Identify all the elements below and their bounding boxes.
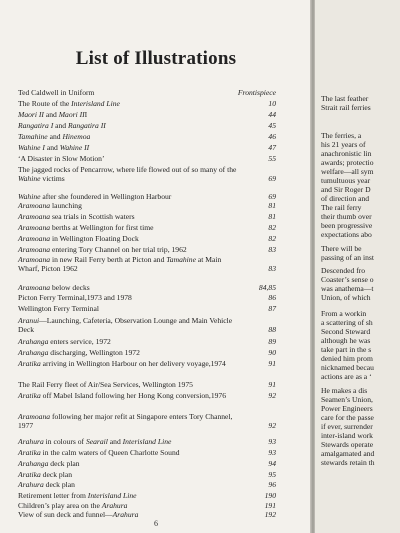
- illustration-caption: Aratika in the calm waters of Queen Charlotte Sound: [18, 448, 180, 457]
- facing-text-line: Second Steward: [321, 327, 371, 336]
- illustration-page: 10: [268, 99, 276, 108]
- list-item: [18, 337, 276, 346]
- illustration-caption: Wahine after she foundered in Wellington Harbour: [18, 192, 172, 201]
- illustration-caption: The jagged rocks of Pencarrow, where life flowed out of so many of the Wahine victims: [18, 165, 237, 183]
- illustration-caption: Arahanga discharging, Wellington 1972: [18, 348, 140, 357]
- illustration-page: 82: [268, 234, 276, 243]
- illustration-page: 96: [268, 480, 276, 489]
- facing-text-line: There will be: [321, 244, 362, 253]
- facing-text-line: their thumb over: [321, 212, 372, 221]
- facing-text-line: stewards retain th: [321, 458, 375, 467]
- list-item: [18, 359, 276, 368]
- facing-text-line: Stewards operate: [321, 440, 374, 449]
- illustration-caption: View of sun deck and funnel—Arahura: [18, 510, 139, 519]
- list-item: [18, 201, 276, 210]
- illustration-page: 86: [268, 293, 276, 302]
- illustration-caption: Aramoana sea trials in Scottish waters: [18, 212, 135, 221]
- illustration-page: 81: [268, 212, 276, 221]
- facing-text-line: take part in the s: [321, 345, 372, 354]
- list-item: [18, 99, 276, 108]
- illustration-caption: Aratika deck plan: [18, 470, 72, 479]
- facing-text-line: Descended fro: [321, 266, 366, 275]
- list-item: [18, 437, 276, 446]
- facing-text-line: Strait rail ferries: [321, 103, 371, 112]
- list-item: [18, 283, 276, 292]
- illustration-page: Frontispiece: [237, 88, 276, 97]
- list-item: [18, 501, 276, 510]
- illustration-page: 89: [268, 337, 276, 346]
- list-item: [18, 132, 276, 141]
- illustration-page: 81: [268, 201, 276, 210]
- illustration-caption: The Route of the Interisland Line: [18, 99, 120, 108]
- facing-text-line: Power Engineers: [321, 404, 373, 413]
- illustration-page: 94: [268, 459, 276, 468]
- facing-text-line: denied him prom: [321, 354, 373, 363]
- list-item: [18, 88, 276, 97]
- illustration-page: 47: [268, 143, 276, 152]
- facing-text-line: welfare—all sym: [321, 167, 374, 176]
- illustration-caption: Wellington Ferry Terminal: [18, 304, 99, 313]
- facing-text-line: amalgamated and: [321, 449, 375, 458]
- facing-text-line: been progressive: [321, 221, 373, 230]
- illustration-caption: The Rail Ferry fleet of Air/Sea Services, Wellington 1975: [18, 380, 193, 389]
- illustration-caption: Aranui—Launching, Cafeteria, Observation Lounge and Main Vehicle Deck: [18, 316, 233, 334]
- illustration-caption: Aramoana following her major refit at Singapore enters Tory Channel, 1977: [18, 412, 233, 430]
- list-item: [18, 459, 276, 468]
- page-number: 6: [154, 519, 158, 528]
- list-item: [18, 165, 276, 183]
- list-item: [18, 212, 276, 221]
- illustration-page: 91: [268, 359, 276, 368]
- facing-text-line: care for the passe: [321, 413, 374, 422]
- illustration-caption: Aramoana launching: [18, 201, 82, 210]
- list-item: [18, 304, 276, 313]
- facing-page: [315, 0, 400, 533]
- illustration-page: 69: [268, 174, 276, 183]
- illustration-page: 190: [264, 491, 276, 500]
- list-item: [18, 255, 276, 273]
- list-item: [18, 223, 276, 232]
- illustration-page: 92: [268, 391, 276, 400]
- list-item: [18, 293, 276, 302]
- list-item: [18, 380, 276, 389]
- list-item: [18, 470, 276, 479]
- facing-text-line: a scattering of sh: [321, 318, 373, 327]
- list-item: [18, 110, 276, 119]
- illustration-caption: Aramoana berths at Wellington for first time: [18, 223, 154, 232]
- illustration-page: 88: [268, 325, 276, 334]
- illustration-caption: Aramoana below decks: [18, 283, 90, 292]
- facing-text-line: awards; protectio: [321, 158, 374, 167]
- illustration-caption: Ted Caldwell in Uniform: [18, 88, 95, 97]
- facing-text-line: of direction and: [321, 194, 370, 203]
- illustration-caption: ‘A Disaster in Slow Motion’: [18, 154, 105, 163]
- facing-text-line: Union, of which: [321, 293, 371, 302]
- illustration-caption: Aratika off Mabel Island following her Hong Kong conversion,1976: [18, 391, 227, 400]
- list-item: [18, 480, 276, 489]
- illustration-page: 93: [268, 448, 276, 457]
- list-item: [18, 192, 276, 201]
- facing-text-line: passing of an inst: [321, 253, 374, 262]
- illustration-caption: Arahura in colours of Searail and Interisland Line: [18, 437, 172, 446]
- facing-text-line: expectations abo: [321, 230, 372, 239]
- facing-text-line: was anathema—t: [321, 284, 374, 293]
- illustration-page: 69: [268, 192, 276, 201]
- illustration-page: 93: [268, 437, 276, 446]
- facing-text-line: inter-island work: [321, 431, 373, 440]
- illustration-page: 90: [268, 348, 276, 357]
- facing-text-line: tumultuous year: [321, 176, 371, 185]
- illustration-caption: Wahine I and Wahine II: [18, 143, 90, 152]
- illustration-page: 44: [268, 110, 276, 119]
- list-item: [18, 510, 276, 519]
- illustration-caption: Aramoana in Wellington Floating Dock: [18, 234, 139, 243]
- illustration-page: 82: [268, 223, 276, 232]
- illustration-page: 46: [268, 132, 276, 141]
- illustration-page: 91: [268, 380, 276, 389]
- list-item: [18, 143, 276, 152]
- facing-text-line: From a workin: [321, 309, 367, 318]
- illustration-caption: Children’s play area on the Arahura: [18, 501, 128, 510]
- illustration-caption: Aratika arriving in Wellington Harbour on her delivery voyage,1974: [18, 359, 226, 368]
- illustration-caption: Rangatira I and Rangatira II: [18, 121, 106, 130]
- facing-text-line: The last feather: [321, 94, 369, 103]
- illustration-page: 191: [264, 501, 276, 510]
- facing-text-line: The rail ferry: [321, 203, 362, 212]
- facing-text-line: Seamen’s Union,: [321, 395, 373, 404]
- illustration-page: 83: [268, 264, 276, 273]
- facing-text-line: The ferries, a: [321, 131, 362, 140]
- illustration-page: 95: [268, 470, 276, 479]
- list-item: [18, 412, 276, 430]
- illustration-page: 55: [268, 154, 276, 163]
- facing-text-line: He makes a dis: [321, 386, 368, 395]
- illustration-page: 87: [268, 304, 276, 313]
- illustration-caption: Arahanga enters service, 1972: [18, 337, 111, 346]
- list-item: [18, 348, 276, 357]
- illustration-page: 192: [264, 510, 276, 519]
- illustration-caption: Aramoana in new Rail Ferry berth at Picton and Tamahine at Main Wharf, Picton 1962: [18, 255, 222, 273]
- illustration-caption: Aramoana entering Tory Channel on her trial trip, 1962: [18, 245, 187, 254]
- illustration-caption: Maori II and Maori III: [18, 110, 88, 119]
- facing-text-line: anachronistic lin: [321, 149, 372, 158]
- facing-text-line: although he was: [321, 336, 371, 345]
- list-item: [18, 245, 276, 254]
- facing-text-line: his 21 years of: [321, 140, 366, 149]
- illustration-caption: Arahura deck plan: [18, 480, 75, 489]
- illustration-caption: Picton Ferry Terminal,1973 and 1978: [18, 293, 132, 302]
- illustration-page: 83: [268, 245, 276, 254]
- page-title: List of Illustrations: [75, 48, 237, 69]
- list-item: [18, 234, 276, 243]
- list-item: [18, 391, 276, 400]
- facing-text-line: Coaster’s sense o: [321, 275, 374, 284]
- illustration-page: 84,85: [258, 283, 276, 292]
- list-item: [18, 491, 276, 500]
- facing-text-line: if ever, surrender: [321, 422, 373, 431]
- facing-text-line: nicknamed becau: [321, 363, 374, 372]
- illustration-caption: Retirement letter from Interisland Line: [18, 491, 137, 500]
- facing-text-line: actions are as a ‘: [321, 372, 372, 381]
- facing-text-line: and Sir Roger D: [321, 185, 371, 194]
- list-item: [18, 121, 276, 130]
- illustration-caption: Arahanga deck plan: [18, 459, 80, 468]
- illustration-page: 45: [268, 121, 276, 130]
- list-item: [18, 448, 276, 457]
- list-item: [18, 316, 276, 334]
- list-item: [18, 154, 276, 163]
- illustration-page: 92: [268, 421, 276, 430]
- illustration-caption: Tamahine and Hinemoa: [18, 132, 91, 141]
